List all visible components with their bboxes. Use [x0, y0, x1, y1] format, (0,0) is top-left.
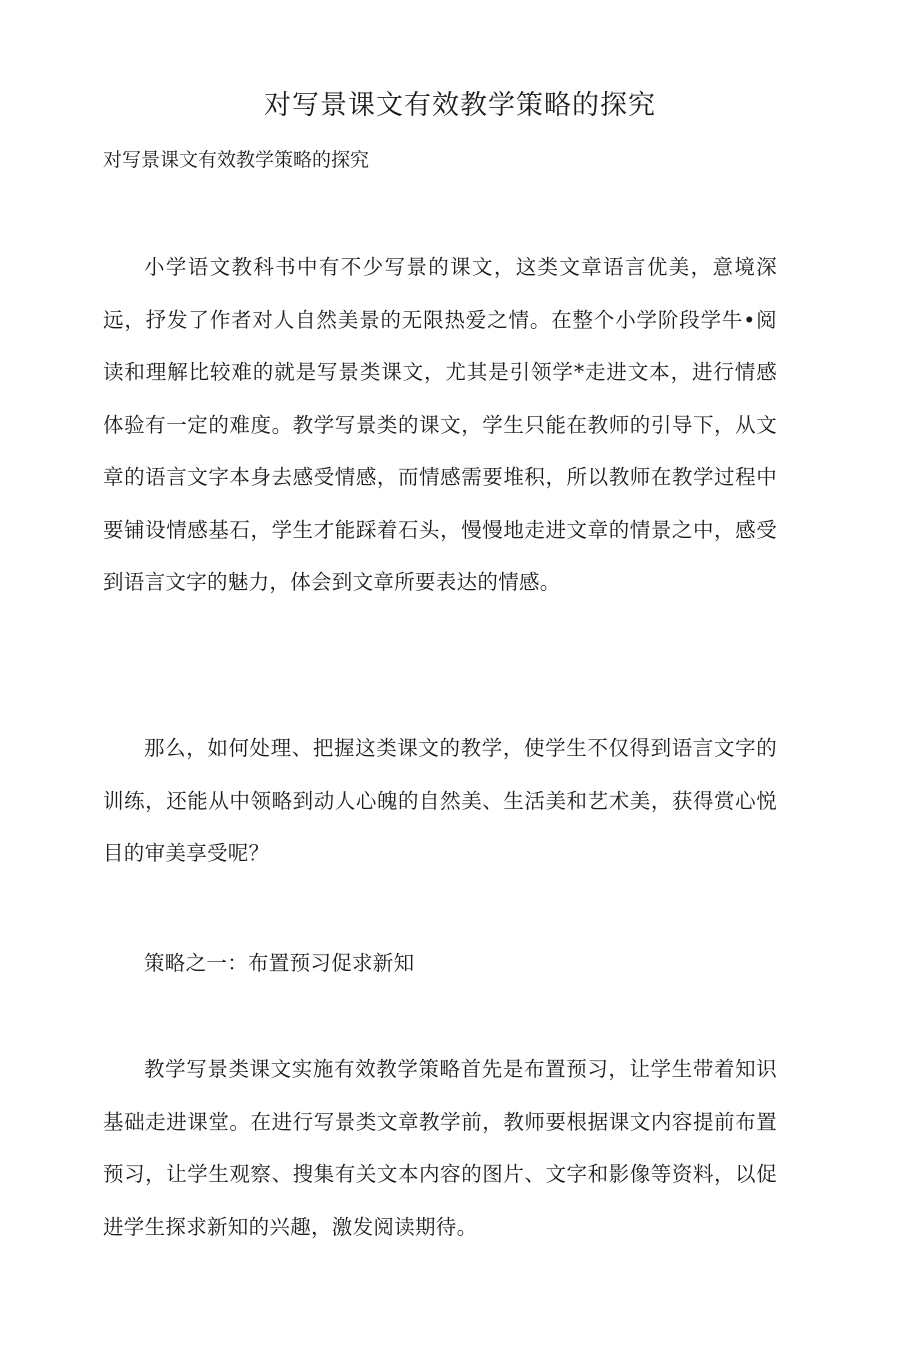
document-title: 对写景课文有效教学策略的探究	[264, 90, 656, 121]
paragraph-intro: 小学语文教科书中有不少写景的课文，这类文章语言优美，意境深远，抒发了作者对人自然美景的无限热爱之情。在整个小学阶段学牛•阅读和理解比较难的就是写景类课文，尤其是引领学*走进文本，进行情感体验有一定的难度。教学写景类的课文，学生只能在教师的引导下，从文章的语言文字本身去感受情感，而情感需要堆积，所以教师在教学过程中要铺设情感基石，学生才能踩着石头，慢慢地走进文章的情景之中，感受到语言文字的魅力，体会到文章所要表达的情感。	[103, 255, 777, 594]
section-heading-strategy-1: 策略之一：布置预习促求新知	[144, 951, 415, 975]
paragraph-question: 那么，如何处理、把握这类课文的教学，使学生不仅得到语言文字的训练，还能从中领略到动人心魄的自然美、生活美和艺术美，获得赏心悦目的审美享受呢？	[103, 736, 777, 865]
document-subtitle: 对写景课文有效教学策略的探究	[103, 149, 370, 171]
paragraph-strategy-1-body: 教学写景类课文实施有效教学策略首先是布置预习，让学生带着知识基础走进课堂。在进行写景类文章教学前，教师要根据课文内容提前布置预习，让学生观察、搜集有关文本内容的图片、文字和影像等资料，以促进学生探求新知的兴趣，激发阅读期待。	[103, 1057, 777, 1239]
